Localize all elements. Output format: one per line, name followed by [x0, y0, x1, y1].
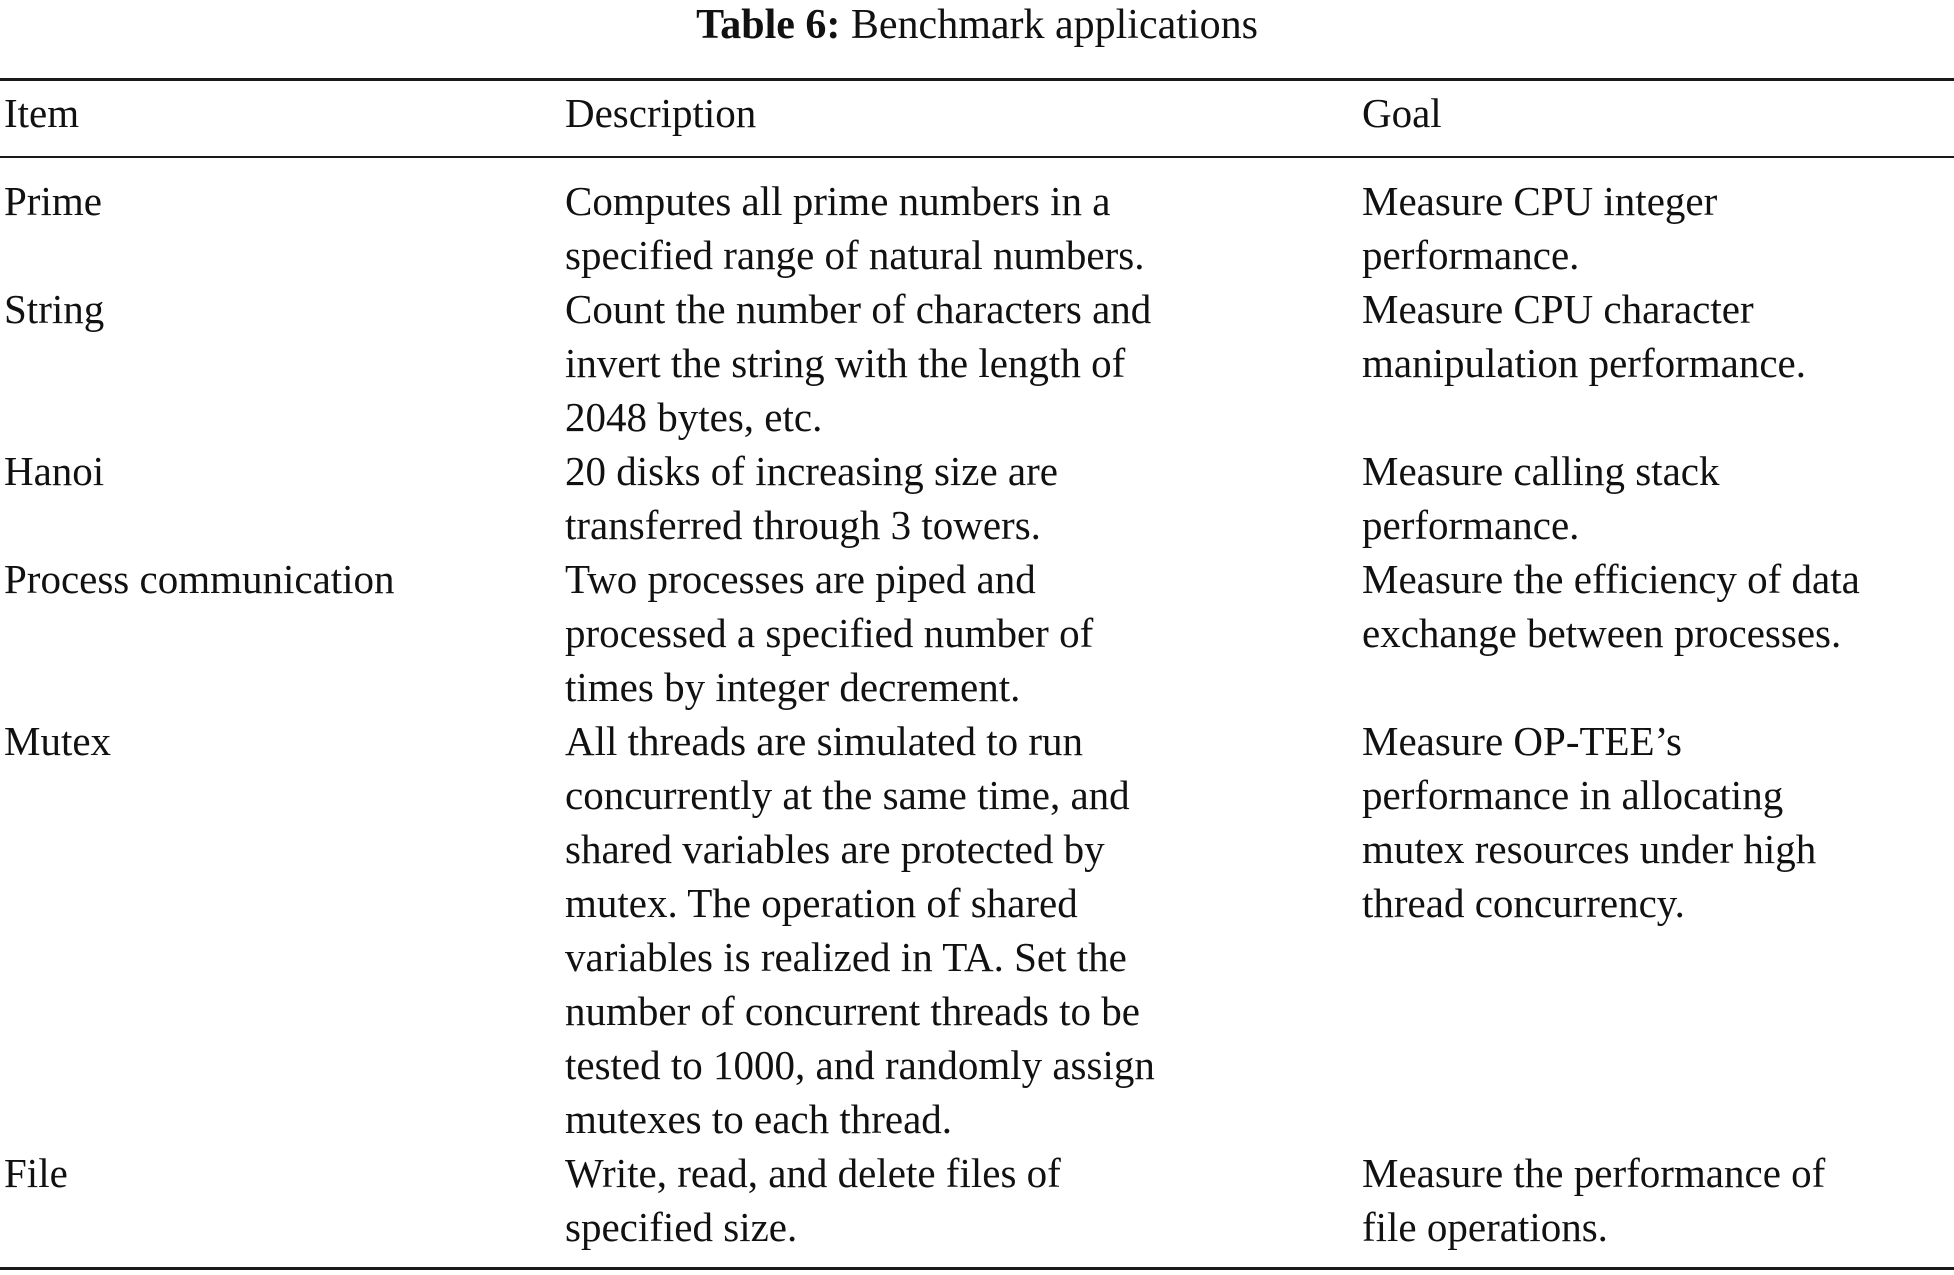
header-rule — [0, 156, 1954, 158]
header-description: Description — [565, 90, 757, 136]
row-goal: Measure calling stack performance. — [1362, 448, 1720, 548]
table-header-row — [0, 82, 1954, 152]
row-description: Two processes are piped and processed a specified number of times by integer decrement. — [565, 556, 1094, 710]
row-item: String — [4, 286, 105, 332]
row-description: All threads are simulated to run concurrently at the same time, and shared variables are protected by mutex. The operation of shared variables is realized in TA. Set the number of concurrent threads to be tested to 1000, and randomly assign mutexes to each thread. — [565, 718, 1155, 1142]
header-goal: Goal — [1362, 90, 1442, 136]
table-caption — [0, 0, 1954, 50]
row-goal: Measure CPU integer performance. — [1362, 178, 1718, 278]
caption-title: Benchmark applications — [850, 2, 1258, 48]
row-item: Prime — [4, 178, 102, 224]
caption-label: Table 6: — [696, 2, 841, 48]
row-goal: Measure the efficiency of data exchange between processes. — [1362, 556, 1860, 656]
bottom-rule — [0, 1267, 1954, 1270]
row-description: Count the number of characters and invert the string with the length of 2048 bytes, etc. — [565, 286, 1152, 440]
row-description: 20 disks of increasing size are transferred through 3 towers. — [565, 448, 1058, 548]
row-item: Hanoi — [4, 448, 105, 494]
row-item: Process communication — [4, 556, 395, 602]
header-item: Item — [4, 90, 80, 136]
row-description: Computes all prime numbers in a specified range of natural numbers. — [565, 178, 1145, 278]
row-goal: Measure CPU character manipulation performance. — [1362, 286, 1806, 386]
row-goal: Measure OP-TEE’s performance in allocating mutex resources under high thread concurrency. — [1362, 718, 1817, 926]
row-goal: Measure the performance of file operations. — [1362, 1150, 1826, 1250]
row-description: Write, read, and delete files of specified size. — [565, 1150, 1061, 1250]
row-item: File — [4, 1150, 68, 1196]
row-item: Mutex — [4, 718, 112, 764]
top-rule — [0, 78, 1954, 81]
